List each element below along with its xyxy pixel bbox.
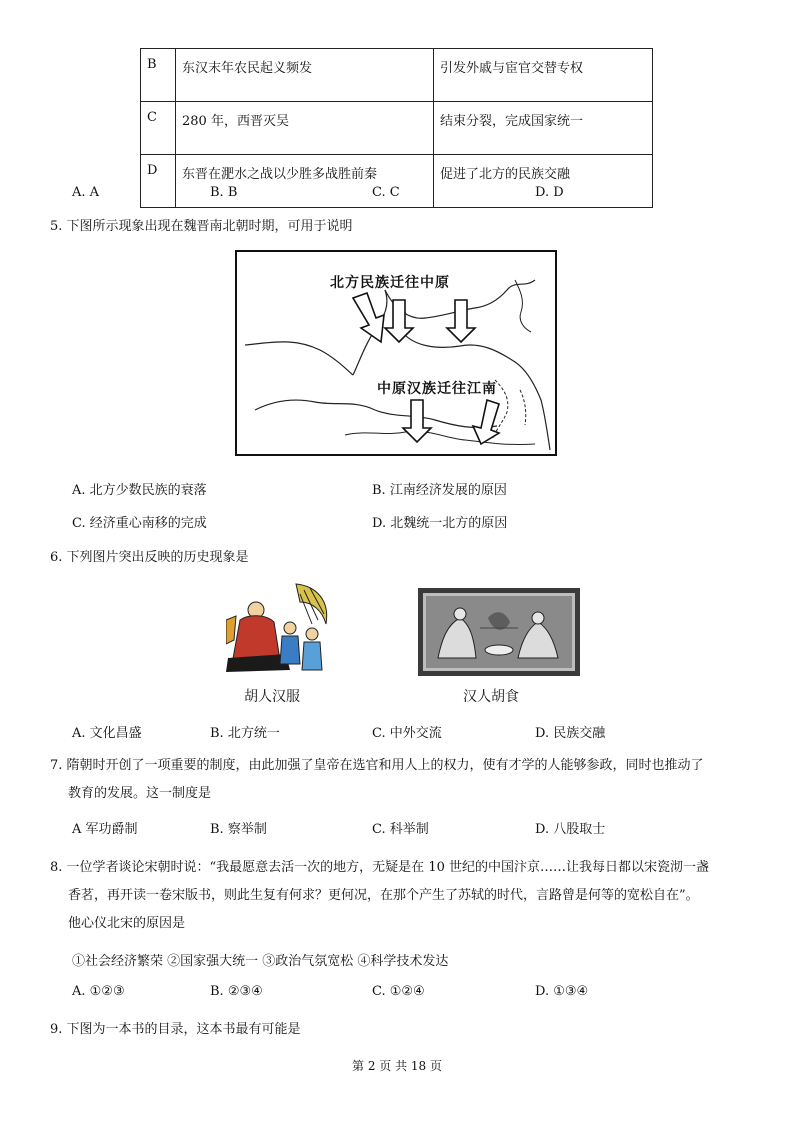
q6-stem: 6. 下列图片突出反映的历史现象是 bbox=[50, 550, 249, 565]
figure-engraving bbox=[418, 588, 580, 676]
q7-stem-line2: 教育的发展。这一制度是 bbox=[68, 786, 212, 801]
row-key: B bbox=[141, 49, 176, 102]
q5-option-a[interactable]: A. 北方少数民族的衰落 bbox=[72, 483, 207, 498]
q9-stem: 9. 下图为一本书的目录，这本书最有可能是 bbox=[50, 1022, 301, 1037]
q6-option-d[interactable]: D. 民族交融 bbox=[535, 726, 606, 741]
q7-stem-line1: 7. 隋朝时开创了一项重要的制度，由此加强了皇帝在选官和用人上的权力，使有才学的人能够参政，同时也推动了 bbox=[50, 758, 704, 773]
page-footer: 第 2 页 共 18 页 bbox=[352, 1059, 442, 1073]
row-result: 结束分裂，完成国家统一 bbox=[434, 102, 653, 155]
q4-option-d[interactable]: D. D bbox=[535, 185, 564, 200]
row-result: 引发外戚与宦官交替专权 bbox=[434, 49, 653, 102]
q7-option-b[interactable]: B. 察举制 bbox=[210, 822, 267, 837]
q5-option-d[interactable]: D. 北魏统一北方的原因 bbox=[372, 516, 508, 531]
q6-option-c[interactable]: C. 中外交流 bbox=[372, 726, 442, 741]
q8-stem-line3: 他心仪北宋的原因是 bbox=[68, 916, 186, 931]
q4-option-a[interactable]: A. A bbox=[72, 185, 100, 200]
q6-option-a[interactable]: A. 文化昌盛 bbox=[72, 726, 142, 741]
q7-option-c[interactable]: C. 科举制 bbox=[372, 822, 429, 837]
q8-stem-line2: 香茗，再开读一卷宋版书，则此生复有何求？更何况，在那个产生了苏轼的时代，言路曾是何等的宽松自在”。 bbox=[68, 888, 699, 903]
caption-left: 胡人汉服 bbox=[244, 689, 300, 705]
image-han-people-hu-food bbox=[418, 588, 580, 676]
q8-items: ①社会经济繁荣 ②国家强大统一 ③政治气氛宽松 ④科学技术发达 bbox=[72, 954, 449, 969]
map-label-south: 中原汉族迁往江南 bbox=[377, 381, 497, 397]
table-row bbox=[141, 49, 653, 102]
q4-option-c[interactable]: C. C bbox=[372, 185, 400, 200]
q8-stem-line1: 8. 一位学者谈论宋朝时说：“我最愿意去活一次的地方，无疑是在 10 世纪的中国汴京……让我每日都以宋瓷沏一盏 bbox=[50, 860, 709, 875]
q5-option-c[interactable]: C. 经济重心南移的完成 bbox=[72, 516, 207, 531]
row-event: 280 年，西晋灭吴 bbox=[176, 102, 434, 155]
options-table bbox=[140, 48, 653, 208]
q7-option-a[interactable]: A 军功爵制 bbox=[72, 822, 138, 837]
map-label-north: 北方民族迁往中原 bbox=[330, 275, 450, 291]
row-key: C bbox=[141, 102, 176, 155]
q8-option-c[interactable]: C. ①②④ bbox=[372, 984, 425, 999]
q4-option-b[interactable]: B. B bbox=[210, 185, 238, 200]
q8-option-a[interactable]: A. ①②③ bbox=[72, 984, 125, 999]
image-hu-people-han-clothing bbox=[226, 580, 334, 680]
q6-option-b[interactable]: B. 北方统一 bbox=[210, 726, 280, 741]
table-row bbox=[141, 102, 653, 155]
q5-stem: 5. 下图所示现象出现在魏晋南北朝时期，可用于说明 bbox=[50, 219, 353, 234]
q8-stem bbox=[50, 854, 750, 938]
figure-illustration bbox=[226, 580, 334, 680]
row-key: D bbox=[141, 155, 176, 208]
caption-right: 汉人胡食 bbox=[463, 689, 519, 705]
migration-map bbox=[235, 250, 557, 456]
q8-option-d[interactable]: D. ①③④ bbox=[535, 984, 589, 999]
q5-option-b[interactable]: B. 江南经济发展的原因 bbox=[372, 483, 507, 498]
q8-option-b[interactable]: B. ②③④ bbox=[210, 984, 263, 999]
row-result: 促进了北方的民族交融 bbox=[434, 155, 653, 208]
q7-stem bbox=[50, 752, 750, 808]
row-event: 东晋在淝水之战以少胜多战胜前秦 bbox=[176, 155, 434, 208]
q7-option-d[interactable]: D. 八股取士 bbox=[535, 822, 606, 837]
row-event: 东汉末年农民起义频发 bbox=[176, 49, 434, 102]
